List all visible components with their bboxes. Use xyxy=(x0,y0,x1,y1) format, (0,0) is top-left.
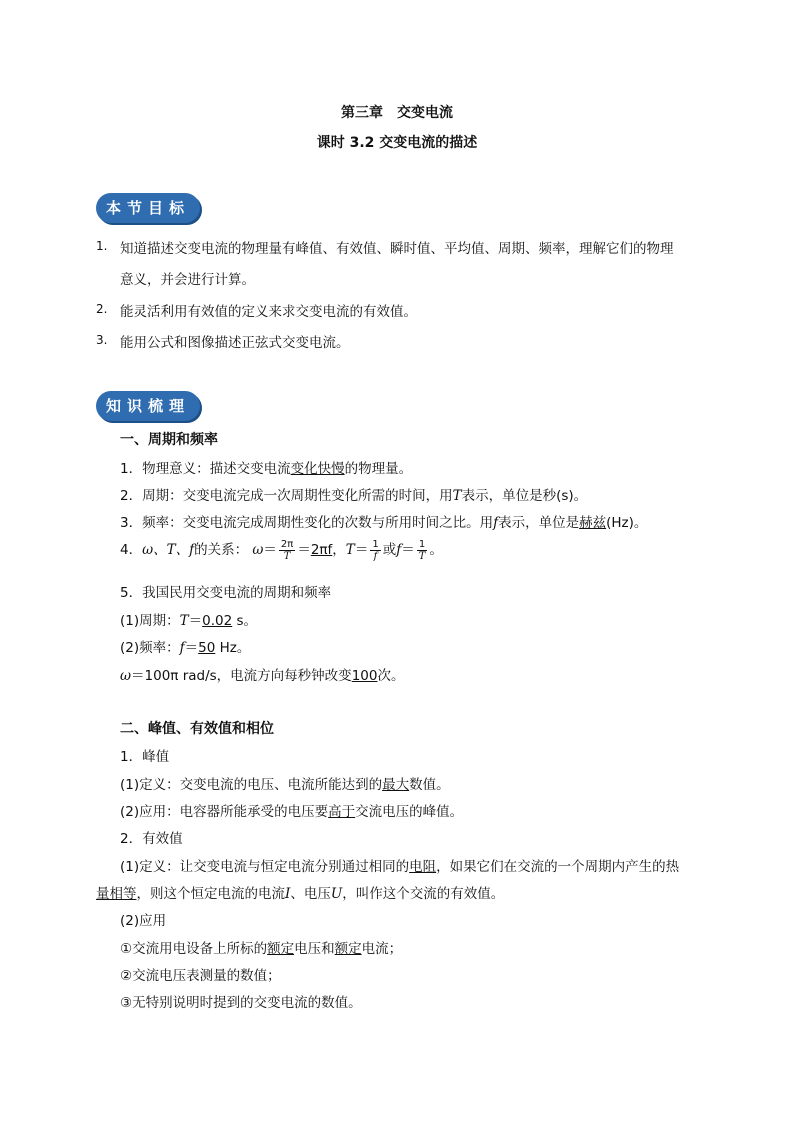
objective-text: 能灵活利用有效值的定义来求交变电流的有效值。 xyxy=(120,304,417,320)
section-heading: 二、峰值、有效值和相位 xyxy=(120,721,274,737)
paragraph: 1．物理意义：描述交变电流变化快慢的物理量。 xyxy=(120,461,413,477)
paragraph: (2)应用：电容器所能承受的电压要高于交流电压的峰值。 xyxy=(120,804,464,820)
paragraph-continued: 量相等，则这个恒定电流的电流I、电压U，叫作这个交流的有效值。 xyxy=(96,886,505,902)
paragraph: (1)定义：让交变电流与恒定电流分别通过相同的电阻，如果它们在交流的一个周期内产生的热 xyxy=(120,859,680,875)
paragraph: 3．频率：交变电流完成周期性变化的次数与所用时间之比。用f表示，单位是赫兹(Hz)。 xyxy=(120,515,648,531)
knowledge-badge: 知识梳理 xyxy=(96,391,200,421)
paragraph: ②交流电压表测量的数值； xyxy=(120,968,281,984)
objective-text-continued: 意义，并会进行计算。 xyxy=(120,272,255,288)
objective-text: 能用公式和图像描述正弦式交变电流。 xyxy=(120,335,350,351)
objective-number: 3. xyxy=(96,333,108,347)
formula-line: 4．ω、T、f的关系： ω＝ $\frac{2\pi}{T}$ ＝2πf，T＝ $\frac{1}{f}$ 或f＝ $\frac{1}{T}$ 。 xyxy=(120,538,443,562)
paragraph: (1)周期：T＝0.02 s。 xyxy=(120,613,258,629)
fraction: $\frac{1}{f}$ xyxy=(372,538,379,562)
paragraph: (2)频率：f＝50 Hz。 xyxy=(120,640,251,656)
lesson-title: 课时 3.2 交变电流的描述 xyxy=(316,135,478,151)
objective-number: 1. xyxy=(96,239,108,253)
fraction: $\frac{1}{T}$ xyxy=(418,538,426,562)
paragraph: (2)应用 xyxy=(120,913,167,929)
paragraph: 2．周期：交变电流完成一次周期性变化所需的时间，用T表示，单位是秒(s)。 xyxy=(120,488,588,504)
objective-text: 知道描述交变电流的物理量有峰值、有效值、瞬时值、平均值、周期、频率，理解它们的物理 xyxy=(120,241,674,257)
section-heading: 一、周期和频率 xyxy=(120,432,218,448)
objective-number: 2. xyxy=(96,302,108,316)
paragraph: ③无特别说明时提到的交变电流的数值。 xyxy=(120,995,362,1011)
chapter-title: 第三章 交变电流 xyxy=(341,105,453,121)
paragraph: ω＝100π rad/s，电流方向每秒钟改变100次。 xyxy=(120,668,405,684)
objectives-badge: 本节目标 xyxy=(96,193,200,223)
paragraph: 5．我国民用交变电流的周期和频率 xyxy=(120,585,332,601)
paragraph: (1)定义：交变电流的电压、电流所能达到的最大数值。 xyxy=(120,777,450,793)
paragraph: ①交流用电设备上所标的额定电压和额定电流； xyxy=(120,941,403,957)
paragraph: 2．有效值 xyxy=(120,831,183,847)
paragraph: 1．峰值 xyxy=(120,749,170,765)
fraction: $\frac{2\pi}{T}$ xyxy=(280,538,294,562)
